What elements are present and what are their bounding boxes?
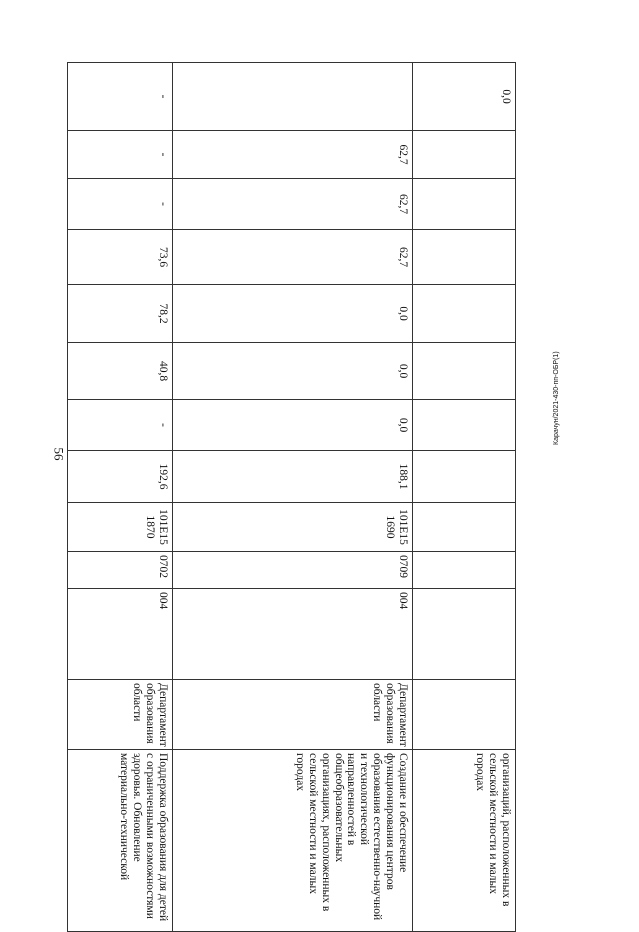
cell-csr: 101E15 1870 [68, 503, 173, 552]
table-row [413, 63, 516, 932]
cell-v2 [413, 400, 516, 451]
cell-v8 [173, 63, 413, 131]
table-row [68, 63, 173, 932]
cell-rz: 0702 [68, 552, 173, 589]
cell-v8: - [68, 63, 173, 131]
cell-rz: 0709 [173, 552, 413, 589]
cell-v1 [413, 451, 516, 503]
cell-v4: 78,2 [68, 285, 173, 343]
table-frame [68, 62, 516, 922]
cell-v7: 62,7 [173, 131, 413, 179]
rotated-table-container [68, 62, 516, 922]
cell-v6: - [68, 179, 173, 230]
cell-v4 [413, 285, 516, 343]
cell-executor: Департамент образования области [173, 680, 413, 750]
cell-grbs: 004 [68, 589, 173, 680]
cell-executor [413, 680, 516, 750]
cell-csr [413, 503, 516, 552]
budget-table [67, 62, 516, 932]
cell-v6: 62,7 [173, 179, 413, 230]
cell-grbs [413, 589, 516, 680]
page-number: 56 [51, 447, 67, 461]
cell-executor: Департамент образования области [68, 680, 173, 750]
cell-v3: 0,0 [173, 343, 413, 400]
cell-v3: 40,8 [68, 343, 173, 400]
cell-v2: 0,0 [173, 400, 413, 451]
cell-rz [413, 552, 516, 589]
cell-v8: 0,0 [413, 63, 516, 131]
cell-v2: - [68, 400, 173, 451]
cell-grbs: 004 [173, 589, 413, 680]
cell-v5 [413, 230, 516, 285]
cell-v7: - [68, 131, 173, 179]
cell-name: организаций, расположенных в сельской местности и малых городах [413, 750, 516, 932]
cell-v5: 73,6 [68, 230, 173, 285]
cell-name: Создание и обеспечение функционирования центров образования естественно-научной и технологической направленностей в общеобразовательных организациях, расположенных в сельской местности и малых городах [173, 750, 413, 932]
cell-v4: 0,0 [173, 285, 413, 343]
cell-name: Поддержка образования для детей с ограниченными возможностями здоровья. Обновление материально-технической [68, 750, 173, 932]
cell-v3 [413, 343, 516, 400]
cell-v1: 192,6 [68, 451, 173, 503]
cell-v6 [413, 179, 516, 230]
cell-csr: 101E15 1690 [173, 503, 413, 552]
cell-v5: 62,7 [173, 230, 413, 285]
cell-v1: 188,1 [173, 451, 413, 503]
cell-v7 [413, 131, 516, 179]
table-row [173, 63, 413, 932]
document-stamp: Карачун/2021-430-пп-ОБР(1) [553, 351, 560, 445]
